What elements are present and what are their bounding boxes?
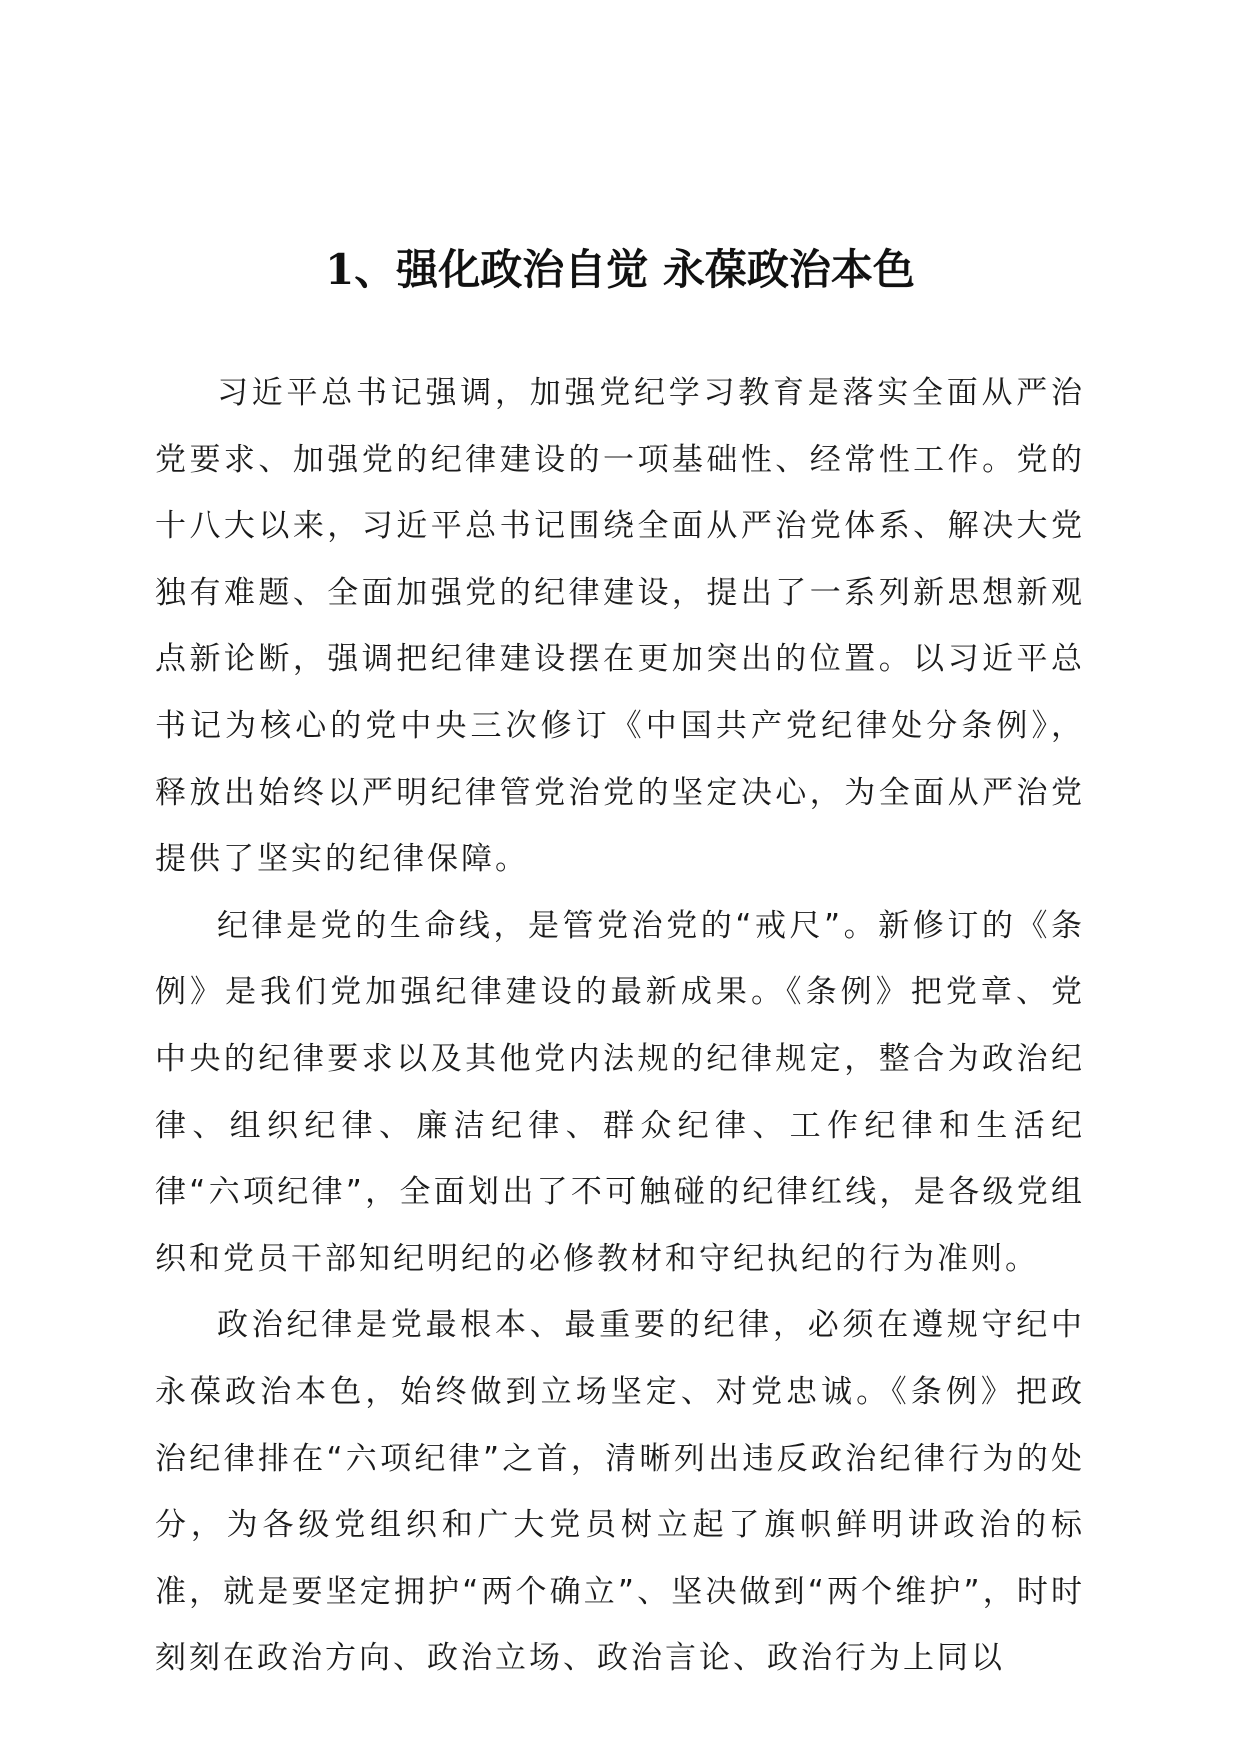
document-body	[155, 360, 1085, 1692]
paragraph-3: 政治纪律是党最根本、最重要的纪律，必须在遵规守纪中永葆政治本色，始终做到立场坚定、对党忠诚。《条例》把政治纪律排在“六项纪律”之首，清晰列出违反政治纪律行为的处分，为各级党组织和广大党员树立起了旗帜鲜明讲政治的标准，就是要坚定拥护“两个确立”、坚决做到“两个维护”，时时刻刻在政治方向、政治立场、政治言论、政治行为上同以	[155, 1307, 1085, 1677]
document-title: 1、强化政治自觉 永葆政治本色	[325, 245, 915, 294]
paragraph-2: 纪律是党的生命线，是管党治党的“戒尺”。新修订的《条例》是我们党加强纪律建设的最新成果。《条例》把党章、党中央的纪律要求以及其他党内法规的纪律规定，整合为政治纪律、组织纪律、廉洁纪律、群众纪律、工作纪律和生活纪律“六项纪律”，全面划出了不可触碰的纪律红线，是各级党组织和党员干部知纪明纪的必修教材和守纪执纪的行为准则。	[155, 907, 1085, 1277]
paragraph-1: 习近平总书记强调，加强党纪学习教育是落实全面从严治党要求、加强党的纪律建设的一项基础性、经常性工作。党的十八大以来，习近平总书记围绕全面从严治党体系、解决大党独有难题、全面加强党的纪律建设，提出了一系列新思想新观点新论断，强调把纪律建设摆在更加突出的位置。以习近平总书记为核心的党中央三次修订《中国共产党纪律处分条例》，释放出始终以严明纪律管党治党的坚定决心，为全面从严治党提供了坚实的纪律保障。	[155, 375, 1085, 878]
